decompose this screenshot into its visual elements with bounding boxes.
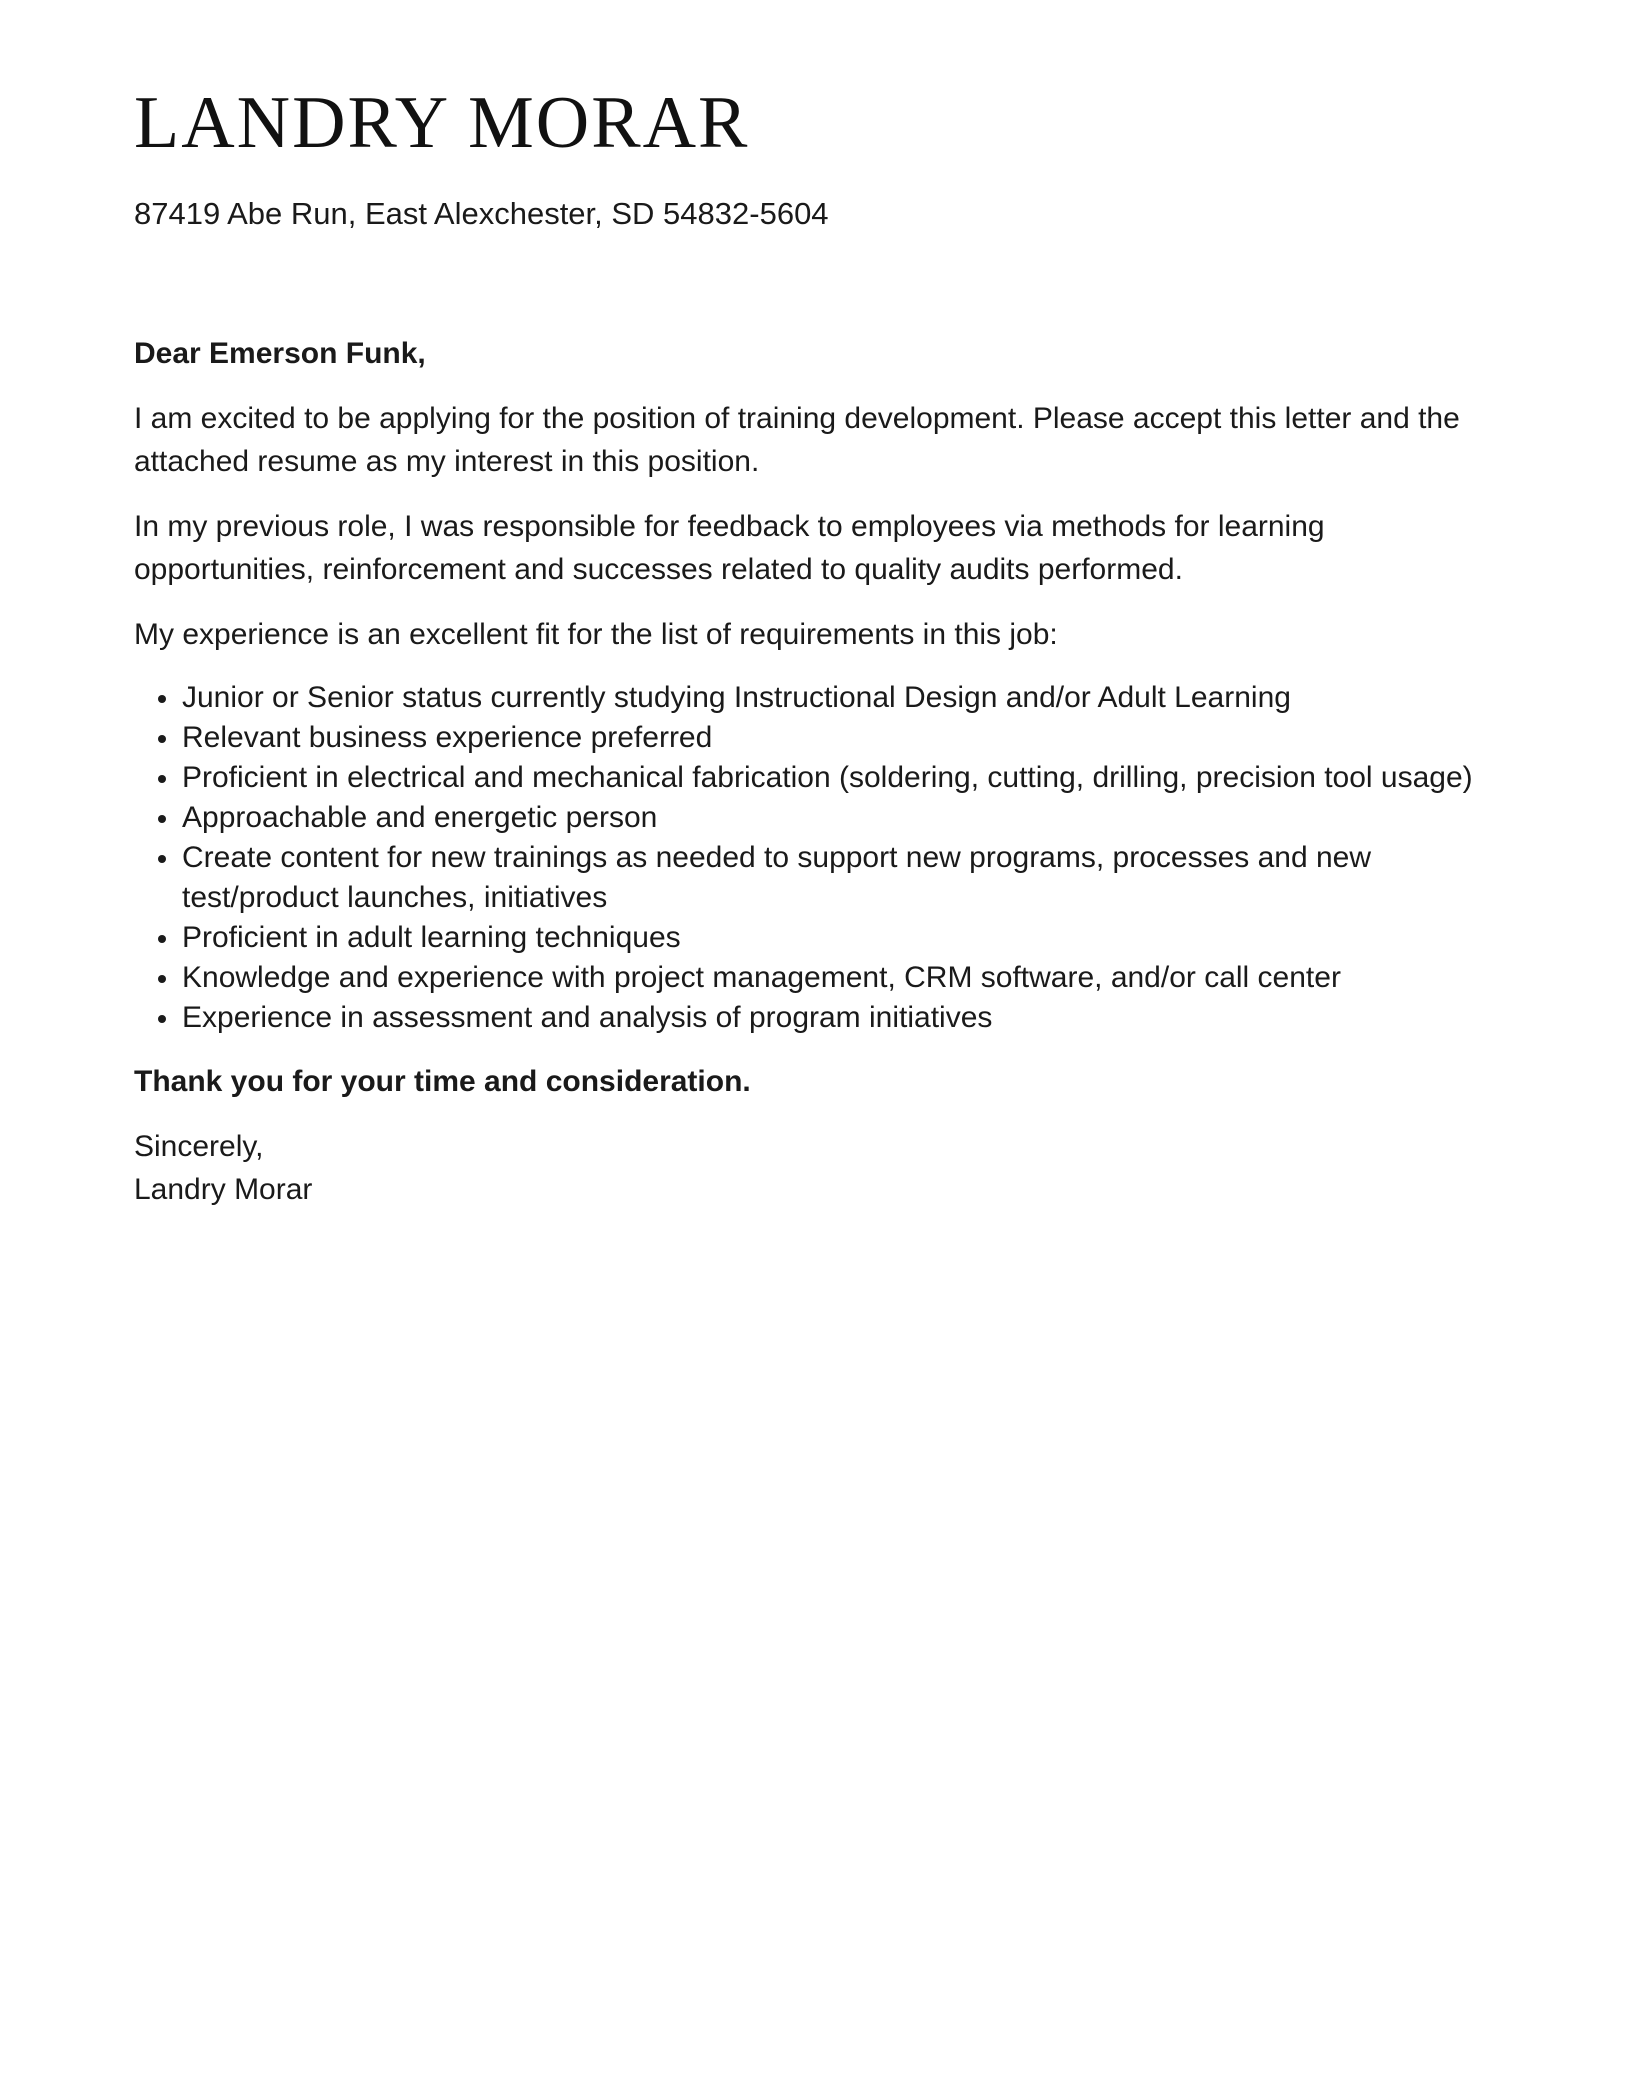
requirements-list bbox=[134, 678, 1504, 1038]
paragraph-previous-role: In my previous role, I was responsible for feedback to employees via methods for learning opportunities, reinforcement and successes related to quality audits performed. bbox=[134, 510, 1325, 586]
list-item: Knowledge and experience with project management, CRM software, and/or call center bbox=[182, 958, 1504, 998]
applicant-name: LANDRY MORAR bbox=[134, 82, 750, 164]
list-item: Junior or Senior status currently studying Instructional Design and/or Adult Learning bbox=[182, 678, 1504, 718]
letter-body bbox=[134, 332, 1504, 1211]
salutation: Dear Emerson Funk, bbox=[134, 337, 426, 370]
list-item: Relevant business experience preferred bbox=[182, 718, 1504, 758]
signature-name: Landry Morar bbox=[134, 1173, 313, 1206]
list-item: Create content for new trainings as needed to support new programs, processes and new test/product launches, initiatives bbox=[182, 838, 1504, 918]
list-item: Proficient in adult learning techniques bbox=[182, 918, 1504, 958]
list-item: Experience in assessment and analysis of program initiatives bbox=[182, 998, 1504, 1038]
thank-you-line: Thank you for your time and consideration. bbox=[134, 1065, 751, 1098]
applicant-address: 87419 Abe Run, East Alexchester, SD 54832-5604 bbox=[134, 196, 829, 231]
closing: Sincerely, bbox=[134, 1130, 264, 1163]
paragraph-requirements-intro: My experience is an excellent fit for the list of requirements in this job: bbox=[134, 618, 1058, 651]
list-item: Proficient in electrical and mechanical fabrication (soldering, cutting, drilling, precision tool usage) bbox=[182, 758, 1504, 798]
paragraph-intro: I am excited to be applying for the position of training development. Please accept this letter and the attached resume as my interest in this position. bbox=[134, 402, 1460, 478]
list-item: Approachable and energetic person bbox=[182, 798, 1504, 838]
